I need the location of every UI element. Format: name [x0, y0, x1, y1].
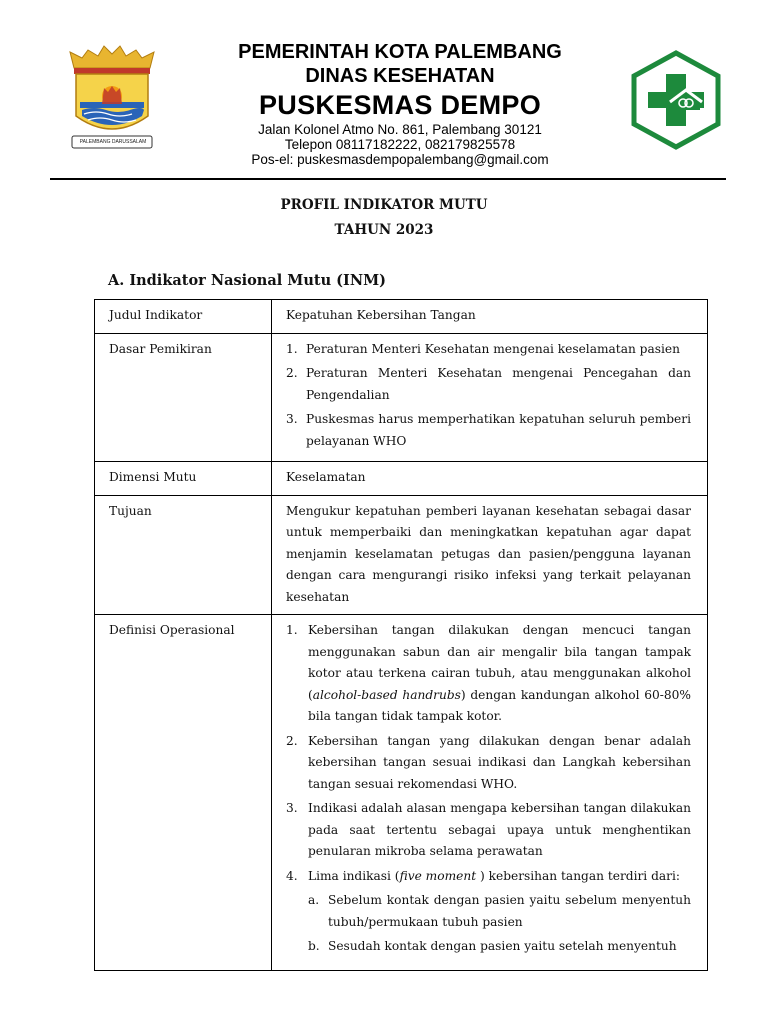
- section-heading: A. Indikator Nasional Mutu (INM): [108, 272, 386, 289]
- definisi-list: [286, 620, 691, 961]
- row-label-dasar: Dasar Pemikiran: [95, 333, 272, 462]
- list-item: 4. Lima indikasi (five moment ) kebersihan tangan terdiri dari: a. Sebelum kontak dengan pasien yaitu sebelum menyentuh tubuh/permukaan tubuh pasien b. Sesudah kontak dengan pasien yaitu setelah menyentuh: [286, 866, 691, 961]
- department-name: DINAS KESEHATAN: [305, 65, 495, 87]
- phone: Telepon 08117182222, 082179825578: [284, 137, 516, 152]
- table-row: [95, 495, 708, 615]
- list-item: b. Sesudah kontak dengan pasien yaitu setelah menyentuh: [308, 939, 677, 953]
- dasar-list: [286, 339, 691, 453]
- list-item: 1. Kebersihan tangan dilakukan dengan mencuci tangan menggunakan sabun dan air mengalir bila tangan tampak kotor atau terkena cairan tubuh, atau menggunakan alkohol (alcohol-based handrubs) dengan kandungan alkohol 60-80% bila tangan tidak tampak kotor.: [286, 623, 691, 723]
- government-name: PEMERINTAH KOTA PALEMBANG: [238, 41, 562, 63]
- table-row: [95, 462, 708, 496]
- indicator-profile-table: [94, 299, 708, 971]
- document-year: TAHUN 2023: [334, 222, 434, 238]
- table-row: [95, 300, 708, 334]
- row-value-definisi: [272, 615, 708, 971]
- row-value-dasar: [272, 333, 708, 462]
- row-label-judul: Judul Indikator: [95, 300, 272, 334]
- list-item: 3. Indikasi adalah alasan mengapa kebersihan tangan dilakukan pada saat tertentu sebagai upaya untuk menghentikan penularan mikroba selama perawatan: [286, 801, 691, 858]
- emblem-ribbon-text: PALEMBANG DARUSSALAM: [79, 139, 147, 145]
- row-value-judul: Kepatuhan Kebersihan Tangan: [272, 300, 708, 334]
- five-moment-list: [308, 890, 691, 958]
- table-row: [95, 615, 708, 971]
- list-item: 3. Puskesmas harus memperhatikan kepatuhan seluruh pemberi pelayanan WHO: [286, 412, 691, 448]
- institution-name: PUSKESMAS DEMPO: [258, 90, 542, 120]
- document-title: PROFIL INDIKATOR MUTU: [280, 197, 488, 213]
- row-label-tujuan: Tujuan: [95, 495, 272, 615]
- list-item: 1. Peraturan Menteri Kesehatan mengenai keselamatan pasien: [286, 341, 680, 356]
- row-value-tujuan: Mengukur kepatuhan pemberi layanan kesehatan sebagai dasar untuk memperbaiki dan meningkatkan kepatuhan agar dapat menjamin keselamatan petugas dan pasien/pengguna layanan dengan cara mengurangi risiko infeksi yang terkait pelayanan kesehatan: [272, 495, 708, 615]
- list-item: a. Sebelum kontak dengan pasien yaitu sebelum menyentuh tubuh/permukaan tubuh pasien: [308, 893, 691, 929]
- list-item: 2. Peraturan Menteri Kesehatan mengenai Pencegahan dan Pengendalian: [286, 366, 691, 402]
- table-row: [95, 333, 708, 462]
- email: Pos-el: puskesmasdempopalembang@gmail.com: [251, 152, 549, 167]
- list-item: 2. Kebersihan tangan yang dilakukan dengan benar adalah kebersihan tangan sesuai indikasi dan Langkah kebersihan tangan sesuai rekomendasi WHO.: [286, 733, 691, 791]
- row-label-dimensi: Dimensi Mutu: [95, 462, 272, 496]
- address: Jalan Kolonel Atmo No. 861, Palembang 30121: [258, 122, 542, 137]
- row-value-dimensi: Keselamatan: [272, 462, 708, 496]
- row-label-definisi: Definisi Operasional: [95, 615, 272, 971]
